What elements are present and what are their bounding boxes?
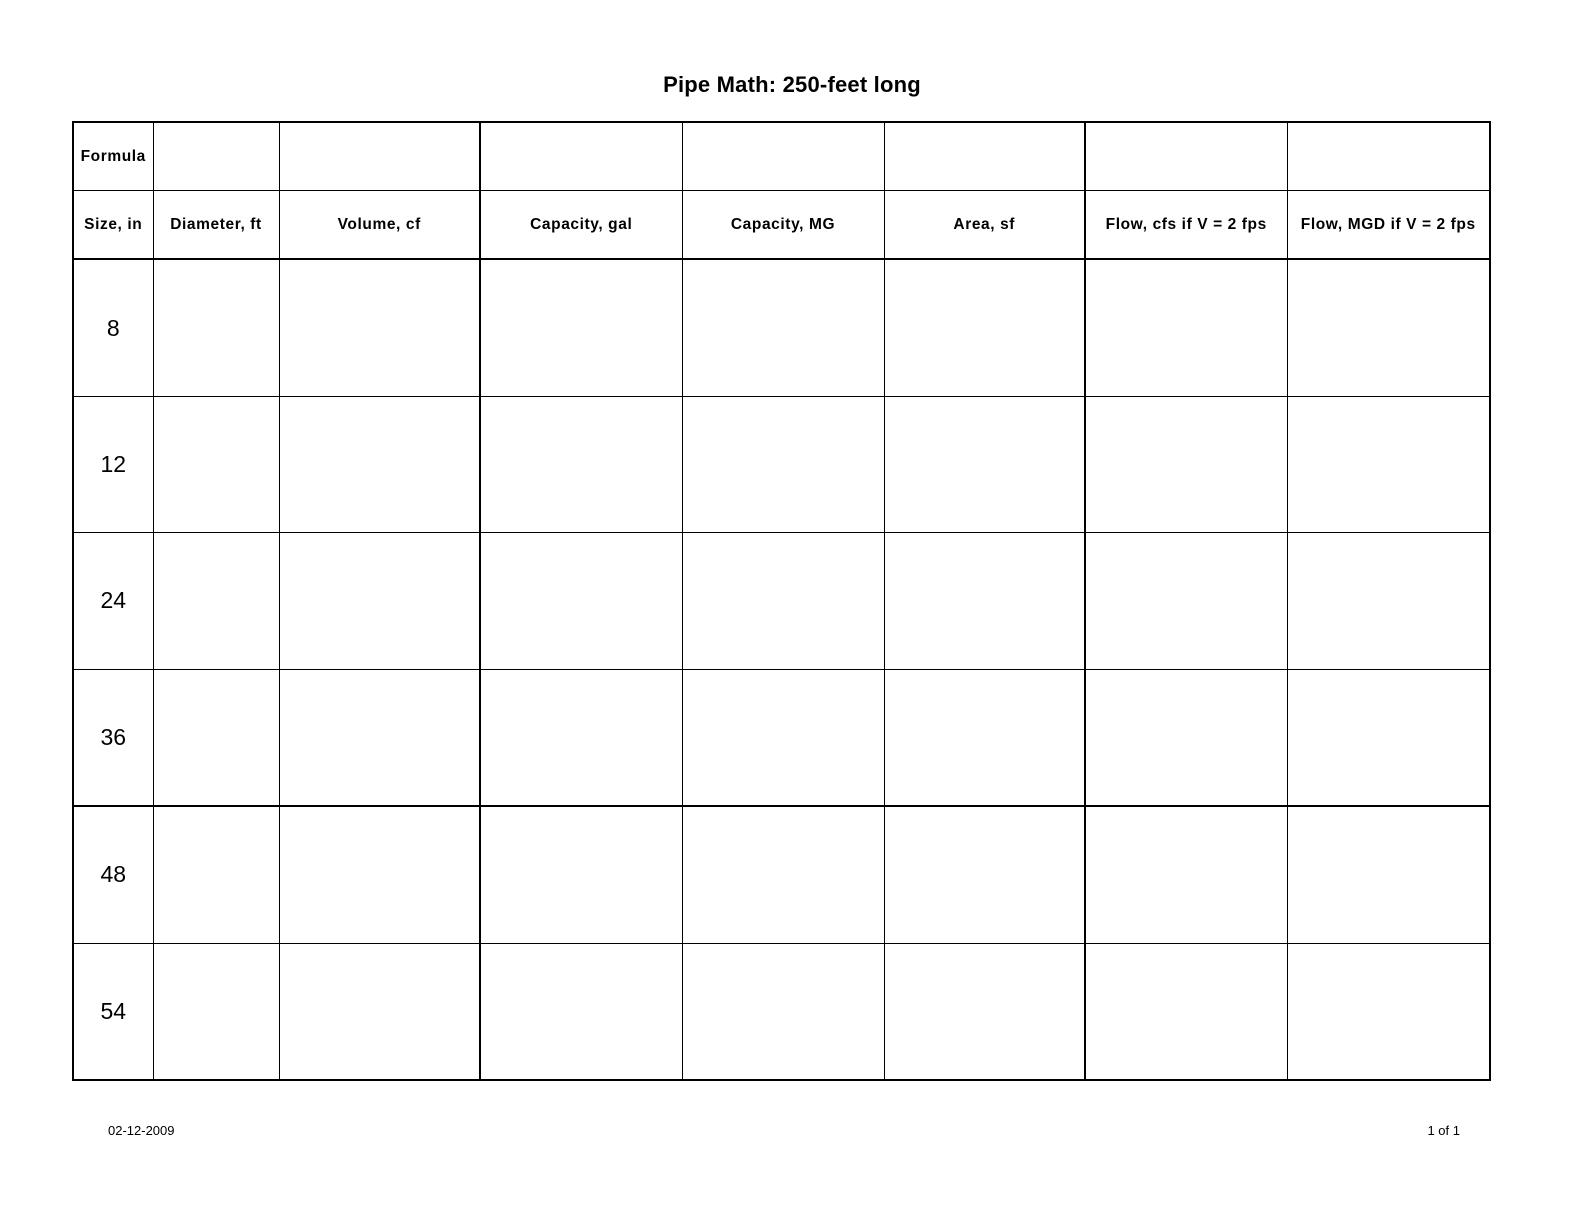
flow-cfs-cell[interactable] xyxy=(1085,396,1287,532)
column-header-row xyxy=(73,191,1490,260)
flow-mgd-cell[interactable] xyxy=(1287,533,1490,669)
column-header-flow-mgd: Flow, MGD if V = 2 fps xyxy=(1287,191,1490,260)
column-header-capacity-mg: Capacity, MG xyxy=(682,191,884,260)
pipe-math-table xyxy=(72,121,1491,1081)
capacity-mg-cell[interactable] xyxy=(682,533,884,669)
table-row xyxy=(73,396,1490,532)
capacity-gal-cell[interactable] xyxy=(480,943,682,1080)
capacity-gal-cell[interactable] xyxy=(480,669,682,806)
formula-cell-diameter xyxy=(153,122,279,191)
flow-mgd-cell[interactable] xyxy=(1287,806,1490,943)
flow-cfs-cell[interactable] xyxy=(1085,806,1287,943)
formula-cell-flow-cfs xyxy=(1085,122,1287,191)
volume-cell[interactable] xyxy=(279,259,480,396)
capacity-mg-cell[interactable] xyxy=(682,806,884,943)
area-cell[interactable] xyxy=(884,396,1085,532)
size-cell: 48 xyxy=(73,806,153,943)
column-header-flow-cfs: Flow, cfs if V = 2 fps xyxy=(1085,191,1287,260)
capacity-mg-cell[interactable] xyxy=(682,396,884,532)
capacity-gal-cell[interactable] xyxy=(480,806,682,943)
table-row xyxy=(73,806,1490,943)
formula-cell-capacity-gal xyxy=(480,122,682,191)
capacity-mg-cell[interactable] xyxy=(682,259,884,396)
size-cell: 54 xyxy=(73,943,153,1080)
volume-cell[interactable] xyxy=(279,533,480,669)
flow-mgd-cell[interactable] xyxy=(1287,259,1490,396)
flow-cfs-cell[interactable] xyxy=(1085,943,1287,1080)
flow-cfs-cell[interactable] xyxy=(1085,669,1287,806)
formula-cell-volume xyxy=(279,122,480,191)
capacity-gal-cell[interactable] xyxy=(480,396,682,532)
flow-cfs-cell[interactable] xyxy=(1085,533,1287,669)
column-header-diameter: Diameter, ft xyxy=(153,191,279,260)
formula-cell-flow-mgd xyxy=(1287,122,1490,191)
area-cell[interactable] xyxy=(884,669,1085,806)
volume-cell[interactable] xyxy=(279,943,480,1080)
flow-mgd-cell[interactable] xyxy=(1287,669,1490,806)
area-cell[interactable] xyxy=(884,943,1085,1080)
formula-row xyxy=(73,122,1490,191)
footer-date: 02-12-2009 xyxy=(108,1123,175,1138)
table-row xyxy=(73,259,1490,396)
volume-cell[interactable] xyxy=(279,669,480,806)
capacity-mg-cell[interactable] xyxy=(682,943,884,1080)
column-header-volume: Volume, cf xyxy=(279,191,480,260)
size-cell: 8 xyxy=(73,259,153,396)
diameter-cell[interactable] xyxy=(153,396,279,532)
volume-cell[interactable] xyxy=(279,396,480,532)
diameter-cell[interactable] xyxy=(153,533,279,669)
page-title: Pipe Math: 250-feet long xyxy=(663,72,921,97)
area-cell[interactable] xyxy=(884,533,1085,669)
size-cell: 24 xyxy=(73,533,153,669)
size-cell: 36 xyxy=(73,669,153,806)
table-row xyxy=(73,669,1490,806)
formula-cell-area xyxy=(884,122,1085,191)
diameter-cell[interactable] xyxy=(153,259,279,396)
diameter-cell[interactable] xyxy=(153,943,279,1080)
size-cell: 12 xyxy=(73,396,153,532)
table-row xyxy=(73,533,1490,669)
table-row xyxy=(73,943,1490,1080)
column-header-size: Size, in xyxy=(73,191,153,260)
capacity-gal-cell[interactable] xyxy=(480,259,682,396)
diameter-cell[interactable] xyxy=(153,669,279,806)
column-header-capacity-gal: Capacity, gal xyxy=(480,191,682,260)
flow-mgd-cell[interactable] xyxy=(1287,943,1490,1080)
capacity-gal-cell[interactable] xyxy=(480,533,682,669)
flow-cfs-cell[interactable] xyxy=(1085,259,1287,396)
area-cell[interactable] xyxy=(884,259,1085,396)
capacity-mg-cell[interactable] xyxy=(682,669,884,806)
volume-cell[interactable] xyxy=(279,806,480,943)
diameter-cell[interactable] xyxy=(153,806,279,943)
page-number: 1 of 1 xyxy=(1427,1123,1460,1138)
area-cell[interactable] xyxy=(884,806,1085,943)
formula-cell-capacity-mg xyxy=(682,122,884,191)
formula-label: Formula xyxy=(73,122,153,191)
flow-mgd-cell[interactable] xyxy=(1287,396,1490,532)
column-header-area: Area, sf xyxy=(884,191,1085,260)
